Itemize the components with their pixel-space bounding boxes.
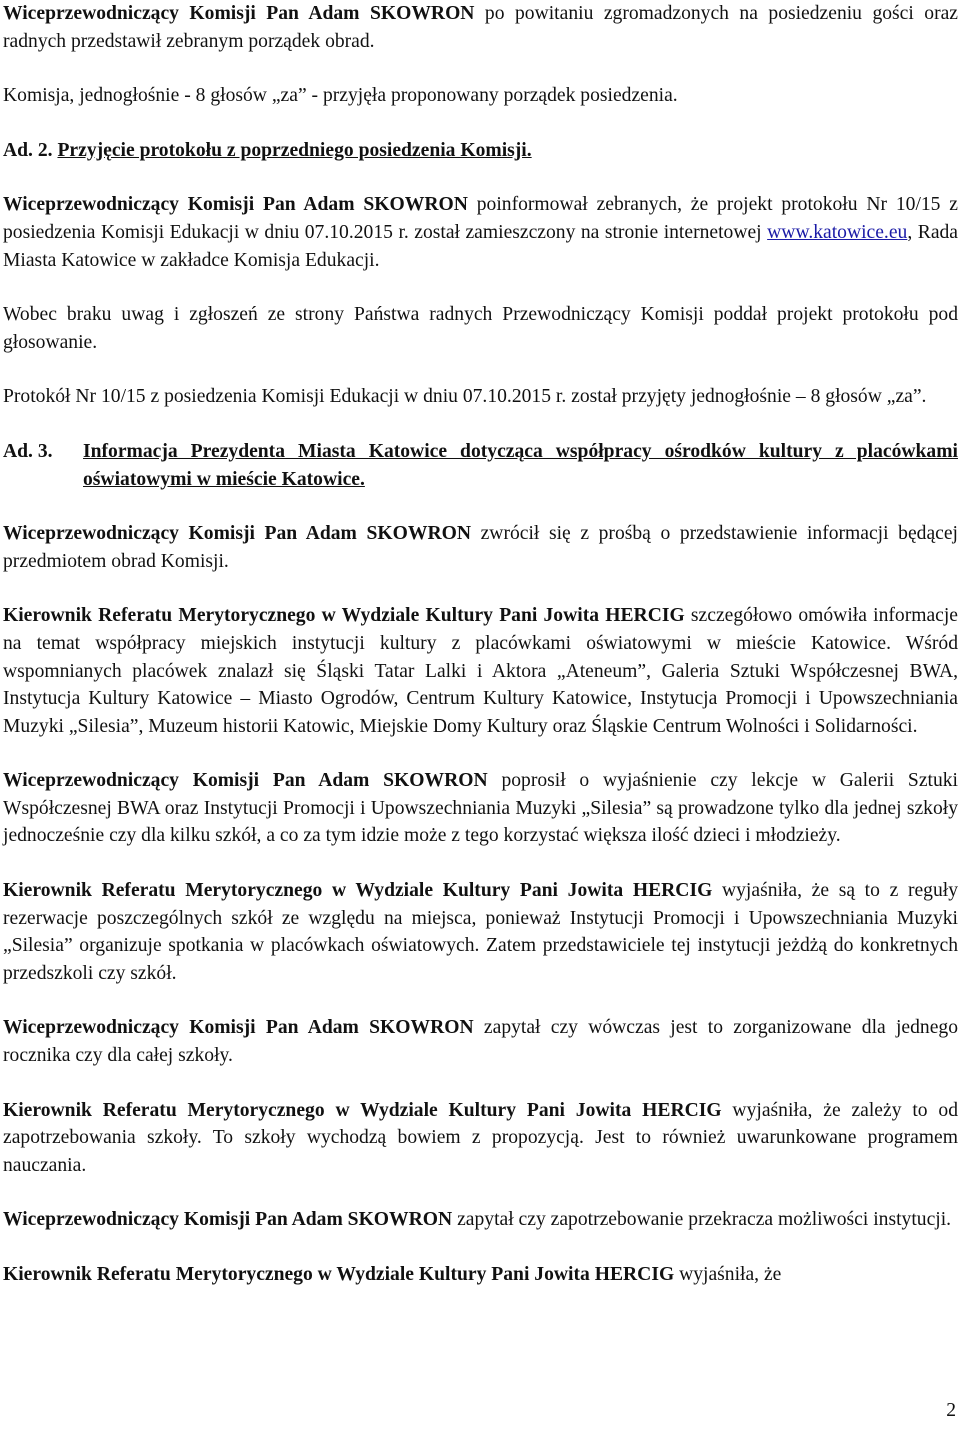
paragraph-text: po powitaniu zgromadzonych na posiedzeniu gości oraz radnych przedstawił zebranym porządek obrad. (3, 3, 958, 52)
speaker-name: Kierownik Referatu Merytorycznego w Wydziale Kultury Pani Jowita HERCIG (3, 1264, 675, 1285)
website-link[interactable]: www.katowice.eu (767, 221, 908, 243)
paragraph-presentation (3, 602, 958, 740)
speaker-name: Wiceprzewodniczący Komisji Pan Adam SKOWRON (3, 770, 488, 792)
speaker-name: Wiceprzewodniczący Komisji Pan Adam SKOWRON (3, 523, 471, 545)
paragraph-text: wyjaśniła, że (674, 1264, 782, 1285)
paragraph-text: zapytał czy wówczas jest to zorganizowane dla jednego rocznika czy dla całej szkoły. (3, 1017, 958, 1067)
paragraph-text: zwrócił się z prośbą o przedstawienie informacji będącej przedmiotem obrad Komisji. (3, 523, 958, 572)
paragraph-answer (3, 1097, 958, 1180)
paragraph-answer (3, 1261, 958, 1289)
paragraph-question (3, 1206, 958, 1234)
paragraph-protocol-accepted: Protokół Nr 10/15 z posiedzenia Komisji Edukacji w dniu 07.10.2015 r. został przyjęty jednogłośnie – 8 głosów „za”. (3, 386, 927, 408)
paragraph-text: poprosił o wyjaśnienie czy lekcje w Galerii Sztuki Współczesnej BWA oraz Instytucji Promocji i Upowszechniania Muzyki „Silesia” są prowadzone tylko dla jednej szkoły jednocześnie czy dla kilku szkół, a co za tym idzie może z tego korzystać większa ilość dzieci i młodzieży. (3, 770, 959, 847)
agenda-item-3-heading (3, 438, 958, 493)
paragraph-request (3, 520, 958, 575)
paragraph-text: wyjaśniła, że zależy to od zapotrzebowania szkoły. To szkoły wychodzą bowiem z propozycją. Jest to również uwarunkowane programem nauczania. (3, 1099, 958, 1176)
paragraph-vote-request: Wobec braku uwag i zgłoszeń ze strony Państwa radnych Przewodniczący Komisji poddał projekt protokołu pod głosowanie. (3, 304, 958, 353)
speaker-name: Kierownik Referatu Merytorycznego w Wydziale Kultury Pani Jowita HERCIG (3, 605, 685, 627)
agenda-item-title: Informacja Prezydenta Miasta Katowice dotycząca współpracy ośrodków kultury z placówkami oświatowymi w mieście Katowice. (83, 440, 958, 490)
speaker-name: Kierownik Referatu Merytorycznego w Wydziale Kultury Pani Jowita HERCIG (3, 1099, 722, 1121)
paragraph-question (3, 767, 958, 850)
agenda-item-title: Przyjęcie protokołu z poprzedniego posiedzenia Komisji. (57, 139, 532, 161)
paragraph-protocol-info (3, 191, 958, 274)
speaker-name: Wiceprzewodniczący Komisji Pan Adam SKOWRON (3, 194, 468, 216)
paragraph-text: wyjaśniła, że są to z reguły rezerwacje poszczególnych szkół ze względu na miejsca, ponieważ Instytucji Promocji i Upowszechniania Muzyki „Silesia” organizuje spotkania w placówkach oświatowych. Zatem przedstawiciele tej instytucji jeżdżą do konkretnych przedszkoli czy szkół. (3, 880, 958, 984)
speaker-name: Wiceprzewodniczący Komisji Pan Adam SKOWRON (3, 1017, 474, 1039)
paragraph-answer (3, 877, 958, 987)
speaker-name: Wiceprzewodniczący Komisji Pan Adam SKOWRON (3, 1209, 453, 1231)
paragraph-opening (3, 0, 958, 55)
agenda-item-label: Ad. 3. (3, 440, 53, 462)
agenda-item-2-heading (3, 137, 958, 165)
paragraph-text: szczegółowo omówiła informacje na temat współpracy miejskich instytucji kultury z placówkami oświatowymi w mieście Katowice. Wśród wspomnianych placówek znalazł się Śląski Tatar Lalki i Aktora „Ateneum”, Galeria Sztuki Współczesnej BWA, Instytucja Kultury Katowice – Miasto Ogrodów, Centrum Kultury Katowice, Instytucja Promocji i Upowszechniania Muzyki „Silesia”, Muzeum historii Katowic, Miejskie Domy Kultury oraz Śląskie Centrum Wolności i Solidarności. (3, 605, 958, 737)
paragraph-question (3, 1014, 958, 1069)
paragraph-text: , Rada Miasta Katowice w zakładce Komisja Edukacji. (3, 221, 959, 271)
speaker-name: Kierownik Referatu Merytorycznego w Wydziale Kultury Pani Jowita HERCIG (3, 880, 713, 902)
paragraph-text: poinformował zebranych, że projekt protokołu Nr 10/15 z posiedzenia Komisji Edukacji w dniu 07.10.2015 r. został zamieszczony na stronie internetowej (3, 194, 959, 243)
agenda-item-label: Ad. 2. (3, 139, 53, 161)
page-number: 2 (946, 1400, 956, 1421)
paragraph-text: zapytał czy zapotrzebowanie przekracza możliwości instytucji. (452, 1209, 952, 1231)
speaker-name: Wiceprzewodniczący Komisji Pan Adam SKOWRON (3, 3, 475, 24)
paragraph-agenda-vote: Komisja, jednogłośnie - 8 głosów „za” - przyjęła proponowany porządek posiedzenia. (3, 85, 678, 107)
